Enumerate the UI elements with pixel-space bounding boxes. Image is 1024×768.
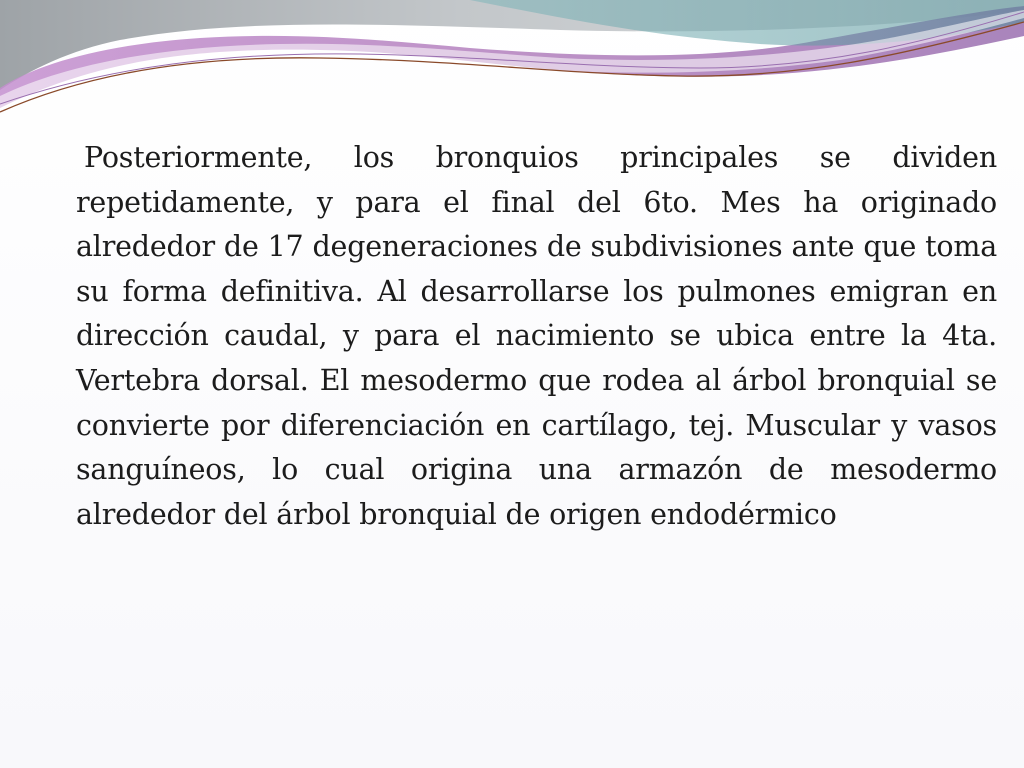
slide-body-text: Posteriormente, los bronquios principales se dividen repetidamente, y para el final del 6to. Mes ha originado alrededor de 17 degeneraciones de subdivisiones ante que toma su forma definitiva. Al desarrollarse los pulmones emigran en dirección caudal, y para el nacimiento se ubica entre la 4ta. Vertebra dorsal. El mesodermo que rodea al árbol bronquial se convierte por diferenciación en cartílago, tej. Muscular y vasos sanguíneos, lo cual origina una armazón de mesodermo alrededor del árbol bronquial de origen endodérmico xyxy=(76,141,997,531)
decorative-wave-header xyxy=(0,0,1024,130)
